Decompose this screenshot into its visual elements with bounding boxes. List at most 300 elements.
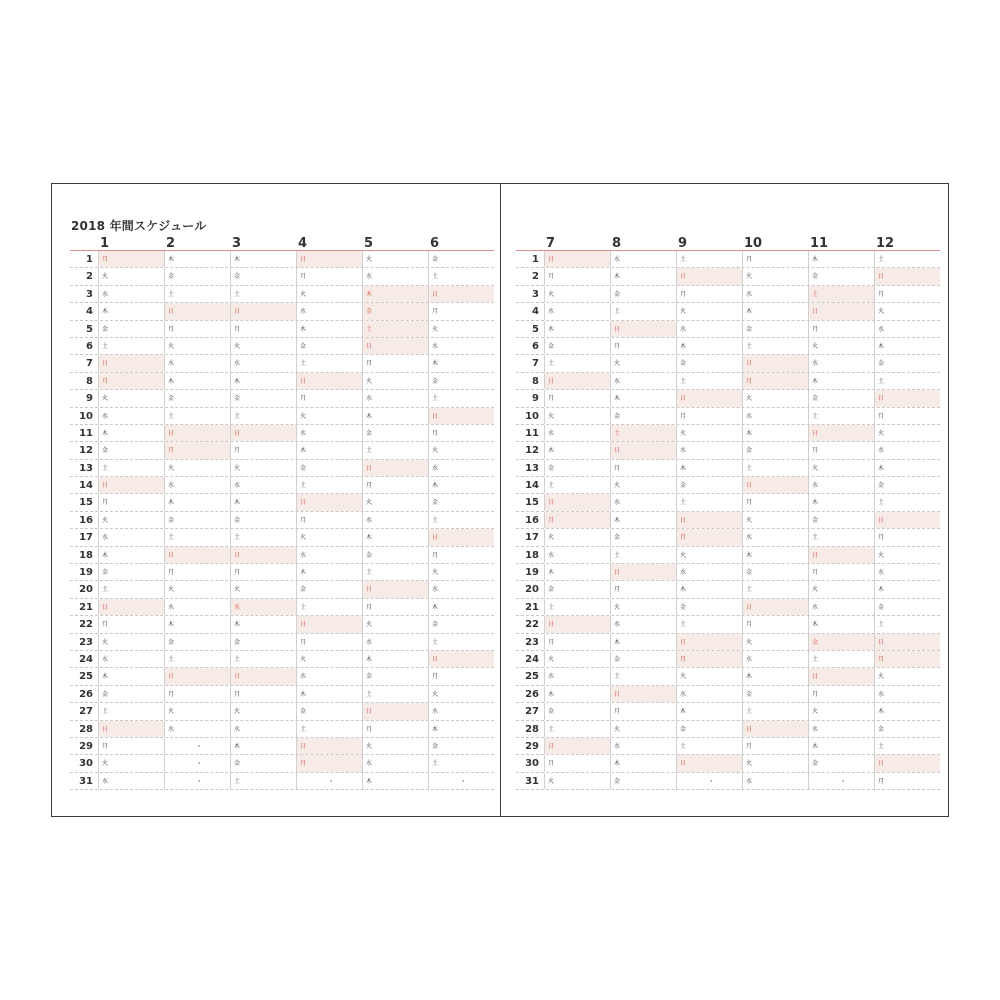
day-cell[interactable] — [164, 721, 230, 737]
day-cell[interactable] — [296, 251, 362, 267]
day-cell[interactable] — [676, 599, 742, 615]
day-cell[interactable] — [164, 564, 230, 580]
day-cell[interactable] — [164, 321, 230, 337]
day-cell[interactable] — [164, 703, 230, 719]
day-cell[interactable] — [676, 651, 742, 667]
day-cell[interactable] — [362, 651, 428, 667]
day-cell[interactable] — [362, 494, 428, 510]
day-cell[interactable] — [362, 634, 428, 650]
day-cell[interactable] — [230, 460, 296, 476]
day-cell[interactable] — [742, 425, 808, 441]
day-cell[interactable] — [874, 268, 940, 284]
day-cell[interactable] — [676, 355, 742, 371]
day-cell[interactable] — [742, 616, 808, 632]
day-cell[interactable] — [742, 755, 808, 771]
day-cell[interactable] — [610, 338, 676, 354]
day-cell[interactable] — [610, 408, 676, 424]
day-cell[interactable] — [544, 755, 610, 771]
day-cell[interactable] — [296, 355, 362, 371]
day-cell[interactable] — [742, 442, 808, 458]
day-cell[interactable] — [428, 634, 494, 650]
day-cell[interactable] — [98, 268, 164, 284]
day-cell[interactable] — [610, 390, 676, 406]
day-cell[interactable] — [544, 355, 610, 371]
day-cell[interactable] — [742, 547, 808, 563]
day-cell[interactable] — [874, 599, 940, 615]
day-cell[interactable] — [874, 755, 940, 771]
day-cell[interactable] — [98, 373, 164, 389]
day-cell[interactable] — [164, 773, 230, 789]
day-cell[interactable] — [230, 581, 296, 597]
day-cell[interactable] — [164, 494, 230, 510]
day-cell[interactable] — [610, 773, 676, 789]
day-cell[interactable] — [874, 303, 940, 319]
day-cell[interactable] — [98, 738, 164, 754]
day-cell[interactable] — [874, 616, 940, 632]
day-cell[interactable] — [610, 286, 676, 302]
day-cell[interactable] — [296, 529, 362, 545]
day-cell[interactable] — [98, 547, 164, 563]
day-cell[interactable] — [544, 564, 610, 580]
day-cell[interactable] — [428, 251, 494, 267]
day-cell[interactable] — [362, 321, 428, 337]
day-cell[interactable] — [742, 321, 808, 337]
day-cell[interactable] — [610, 425, 676, 441]
day-cell[interactable] — [428, 547, 494, 563]
day-cell[interactable] — [428, 512, 494, 528]
day-cell[interactable] — [676, 581, 742, 597]
day-cell[interactable] — [610, 616, 676, 632]
day-cell[interactable] — [742, 512, 808, 528]
day-cell[interactable] — [164, 268, 230, 284]
day-cell[interactable] — [98, 494, 164, 510]
day-cell[interactable] — [428, 477, 494, 493]
day-cell[interactable] — [362, 408, 428, 424]
day-cell[interactable] — [164, 512, 230, 528]
day-cell[interactable] — [428, 755, 494, 771]
day-cell[interactable] — [296, 755, 362, 771]
day-cell[interactable] — [230, 773, 296, 789]
day-cell[interactable] — [676, 703, 742, 719]
day-cell[interactable] — [296, 721, 362, 737]
day-cell[interactable] — [544, 425, 610, 441]
day-cell[interactable] — [362, 460, 428, 476]
day-cell[interactable] — [676, 512, 742, 528]
day-cell[interactable] — [742, 494, 808, 510]
day-cell[interactable] — [428, 355, 494, 371]
day-cell[interactable] — [164, 408, 230, 424]
day-cell[interactable] — [362, 442, 428, 458]
day-cell[interactable] — [362, 477, 428, 493]
day-cell[interactable] — [874, 773, 940, 789]
day-cell[interactable] — [428, 494, 494, 510]
day-cell[interactable] — [742, 581, 808, 597]
day-cell[interactable] — [428, 408, 494, 424]
day-cell[interactable] — [808, 303, 874, 319]
day-cell[interactable] — [544, 477, 610, 493]
day-cell[interactable] — [164, 651, 230, 667]
day-cell[interactable] — [98, 599, 164, 615]
day-cell[interactable] — [544, 303, 610, 319]
day-cell[interactable] — [742, 564, 808, 580]
day-cell[interactable] — [544, 408, 610, 424]
day-cell[interactable] — [874, 251, 940, 267]
day-cell[interactable] — [676, 529, 742, 545]
day-cell[interactable] — [874, 547, 940, 563]
day-cell[interactable] — [610, 303, 676, 319]
day-cell[interactable] — [808, 355, 874, 371]
day-cell[interactable] — [362, 268, 428, 284]
day-cell[interactable] — [98, 564, 164, 580]
day-cell[interactable] — [428, 651, 494, 667]
day-cell[interactable] — [544, 321, 610, 337]
day-cell[interactable] — [230, 703, 296, 719]
day-cell[interactable] — [230, 564, 296, 580]
day-cell[interactable] — [362, 599, 428, 615]
day-cell[interactable] — [610, 477, 676, 493]
day-cell[interactable] — [808, 616, 874, 632]
day-cell[interactable] — [98, 355, 164, 371]
day-cell[interactable] — [164, 355, 230, 371]
day-cell[interactable] — [742, 390, 808, 406]
day-cell[interactable] — [874, 338, 940, 354]
day-cell[interactable] — [230, 268, 296, 284]
day-cell[interactable] — [98, 390, 164, 406]
day-cell[interactable] — [362, 425, 428, 441]
day-cell[interactable] — [98, 773, 164, 789]
day-cell[interactable] — [164, 303, 230, 319]
day-cell[interactable] — [98, 425, 164, 441]
day-cell[interactable] — [742, 355, 808, 371]
day-cell[interactable] — [742, 651, 808, 667]
day-cell[interactable] — [296, 651, 362, 667]
day-cell[interactable] — [296, 547, 362, 563]
day-cell[interactable] — [874, 460, 940, 476]
day-cell[interactable] — [428, 338, 494, 354]
day-cell[interactable] — [544, 529, 610, 545]
day-cell[interactable] — [874, 564, 940, 580]
day-cell[interactable] — [230, 599, 296, 615]
day-cell[interactable] — [610, 738, 676, 754]
day-cell[interactable] — [296, 425, 362, 441]
day-cell[interactable] — [428, 773, 494, 789]
day-cell[interactable] — [164, 616, 230, 632]
day-cell[interactable] — [742, 773, 808, 789]
day-cell[interactable] — [230, 651, 296, 667]
day-cell[interactable] — [428, 460, 494, 476]
day-cell[interactable] — [230, 477, 296, 493]
day-cell[interactable] — [98, 651, 164, 667]
day-cell[interactable] — [362, 338, 428, 354]
day-cell[interactable] — [808, 721, 874, 737]
day-cell[interactable] — [296, 477, 362, 493]
day-cell[interactable] — [874, 286, 940, 302]
day-cell[interactable] — [676, 477, 742, 493]
day-cell[interactable] — [230, 321, 296, 337]
day-cell[interactable] — [164, 668, 230, 684]
day-cell[interactable] — [296, 494, 362, 510]
day-cell[interactable] — [610, 251, 676, 267]
day-cell[interactable] — [742, 529, 808, 545]
day-cell[interactable] — [874, 321, 940, 337]
day-cell[interactable] — [362, 512, 428, 528]
day-cell[interactable] — [362, 373, 428, 389]
day-cell[interactable] — [98, 668, 164, 684]
day-cell[interactable] — [874, 738, 940, 754]
day-cell[interactable] — [544, 686, 610, 702]
day-cell[interactable] — [808, 738, 874, 754]
day-cell[interactable] — [676, 373, 742, 389]
day-cell[interactable] — [362, 390, 428, 406]
day-cell[interactable] — [230, 616, 296, 632]
day-cell[interactable] — [164, 547, 230, 563]
day-cell[interactable] — [742, 408, 808, 424]
day-cell[interactable] — [362, 564, 428, 580]
day-cell[interactable] — [428, 321, 494, 337]
day-cell[interactable] — [164, 738, 230, 754]
day-cell[interactable] — [428, 373, 494, 389]
day-cell[interactable] — [676, 286, 742, 302]
day-cell[interactable] — [874, 494, 940, 510]
day-cell[interactable] — [230, 494, 296, 510]
day-cell[interactable] — [808, 581, 874, 597]
day-cell[interactable] — [544, 442, 610, 458]
day-cell[interactable] — [676, 442, 742, 458]
day-cell[interactable] — [742, 268, 808, 284]
day-cell[interactable] — [98, 477, 164, 493]
day-cell[interactable] — [742, 599, 808, 615]
day-cell[interactable] — [164, 338, 230, 354]
day-cell[interactable] — [676, 686, 742, 702]
day-cell[interactable] — [742, 303, 808, 319]
day-cell[interactable] — [296, 338, 362, 354]
day-cell[interactable] — [296, 616, 362, 632]
day-cell[interactable] — [742, 477, 808, 493]
day-cell[interactable] — [164, 442, 230, 458]
day-cell[interactable] — [230, 686, 296, 702]
day-cell[interactable] — [808, 408, 874, 424]
day-cell[interactable] — [874, 581, 940, 597]
day-cell[interactable] — [362, 251, 428, 267]
day-cell[interactable] — [428, 442, 494, 458]
day-cell[interactable] — [98, 303, 164, 319]
day-cell[interactable] — [296, 668, 362, 684]
day-cell[interactable] — [362, 755, 428, 771]
day-cell[interactable] — [610, 547, 676, 563]
day-cell[interactable] — [164, 581, 230, 597]
day-cell[interactable] — [230, 529, 296, 545]
day-cell[interactable] — [296, 686, 362, 702]
day-cell[interactable] — [428, 616, 494, 632]
day-cell[interactable] — [808, 442, 874, 458]
day-cell[interactable] — [362, 355, 428, 371]
day-cell[interactable] — [230, 721, 296, 737]
day-cell[interactable] — [808, 599, 874, 615]
day-cell[interactable] — [874, 686, 940, 702]
day-cell[interactable] — [610, 512, 676, 528]
day-cell[interactable] — [544, 634, 610, 650]
day-cell[interactable] — [874, 373, 940, 389]
day-cell[interactable] — [742, 668, 808, 684]
day-cell[interactable] — [164, 286, 230, 302]
day-cell[interactable] — [676, 738, 742, 754]
day-cell[interactable] — [98, 634, 164, 650]
day-cell[interactable] — [742, 738, 808, 754]
day-cell[interactable] — [544, 738, 610, 754]
day-cell[interactable] — [296, 390, 362, 406]
day-cell[interactable] — [676, 390, 742, 406]
day-cell[interactable] — [544, 390, 610, 406]
day-cell[interactable] — [544, 338, 610, 354]
day-cell[interactable] — [610, 268, 676, 284]
day-cell[interactable] — [98, 616, 164, 632]
day-cell[interactable] — [808, 703, 874, 719]
day-cell[interactable] — [676, 755, 742, 771]
day-cell[interactable] — [428, 268, 494, 284]
day-cell[interactable] — [676, 251, 742, 267]
day-cell[interactable] — [676, 547, 742, 563]
day-cell[interactable] — [296, 303, 362, 319]
day-cell[interactable] — [544, 616, 610, 632]
day-cell[interactable] — [874, 721, 940, 737]
day-cell[interactable] — [742, 634, 808, 650]
day-cell[interactable] — [230, 355, 296, 371]
day-cell[interactable] — [676, 460, 742, 476]
day-cell[interactable] — [610, 442, 676, 458]
day-cell[interactable] — [610, 373, 676, 389]
day-cell[interactable] — [610, 599, 676, 615]
day-cell[interactable] — [874, 390, 940, 406]
day-cell[interactable] — [362, 529, 428, 545]
day-cell[interactable] — [610, 529, 676, 545]
day-cell[interactable] — [98, 581, 164, 597]
day-cell[interactable] — [544, 668, 610, 684]
day-cell[interactable] — [808, 321, 874, 337]
day-cell[interactable] — [676, 321, 742, 337]
day-cell[interactable] — [296, 599, 362, 615]
day-cell[interactable] — [230, 408, 296, 424]
day-cell[interactable] — [164, 634, 230, 650]
day-cell[interactable] — [544, 703, 610, 719]
day-cell[interactable] — [362, 547, 428, 563]
day-cell[interactable] — [808, 686, 874, 702]
day-cell[interactable] — [428, 425, 494, 441]
day-cell[interactable] — [610, 581, 676, 597]
day-cell[interactable] — [874, 355, 940, 371]
day-cell[interactable] — [230, 425, 296, 441]
day-cell[interactable] — [362, 668, 428, 684]
day-cell[interactable] — [98, 408, 164, 424]
day-cell[interactable] — [808, 425, 874, 441]
day-cell[interactable] — [544, 547, 610, 563]
day-cell[interactable] — [230, 338, 296, 354]
day-cell[interactable] — [676, 564, 742, 580]
day-cell[interactable] — [98, 338, 164, 354]
day-cell[interactable] — [230, 390, 296, 406]
day-cell[interactable] — [544, 251, 610, 267]
day-cell[interactable] — [230, 755, 296, 771]
day-cell[interactable] — [742, 251, 808, 267]
day-cell[interactable] — [610, 634, 676, 650]
day-cell[interactable] — [296, 512, 362, 528]
day-cell[interactable] — [296, 268, 362, 284]
day-cell[interactable] — [230, 547, 296, 563]
day-cell[interactable] — [230, 442, 296, 458]
day-cell[interactable] — [610, 755, 676, 771]
day-cell[interactable] — [544, 268, 610, 284]
day-cell[interactable] — [428, 686, 494, 702]
day-cell[interactable] — [874, 477, 940, 493]
day-cell[interactable] — [808, 634, 874, 650]
day-cell[interactable] — [362, 686, 428, 702]
day-cell[interactable] — [808, 512, 874, 528]
day-cell[interactable] — [610, 686, 676, 702]
day-cell[interactable] — [544, 373, 610, 389]
day-cell[interactable] — [808, 286, 874, 302]
day-cell[interactable] — [676, 425, 742, 441]
day-cell[interactable] — [230, 286, 296, 302]
day-cell[interactable] — [428, 390, 494, 406]
day-cell[interactable] — [98, 286, 164, 302]
day-cell[interactable] — [676, 338, 742, 354]
day-cell[interactable] — [610, 355, 676, 371]
day-cell[interactable] — [874, 512, 940, 528]
day-cell[interactable] — [544, 651, 610, 667]
day-cell[interactable] — [428, 738, 494, 754]
day-cell[interactable] — [742, 373, 808, 389]
day-cell[interactable] — [874, 634, 940, 650]
day-cell[interactable] — [296, 634, 362, 650]
day-cell[interactable] — [742, 460, 808, 476]
day-cell[interactable] — [230, 512, 296, 528]
day-cell[interactable] — [742, 721, 808, 737]
day-cell[interactable] — [544, 599, 610, 615]
day-cell[interactable] — [808, 268, 874, 284]
day-cell[interactable] — [362, 616, 428, 632]
day-cell[interactable] — [676, 268, 742, 284]
day-cell[interactable] — [874, 703, 940, 719]
day-cell[interactable] — [544, 460, 610, 476]
day-cell[interactable] — [362, 738, 428, 754]
day-cell[interactable] — [808, 651, 874, 667]
day-cell[interactable] — [164, 373, 230, 389]
day-cell[interactable] — [230, 251, 296, 267]
day-cell[interactable] — [362, 303, 428, 319]
day-cell[interactable] — [874, 408, 940, 424]
day-cell[interactable] — [610, 321, 676, 337]
day-cell[interactable] — [428, 581, 494, 597]
day-cell[interactable] — [676, 773, 742, 789]
day-cell[interactable] — [808, 564, 874, 580]
day-cell[interactable] — [808, 477, 874, 493]
day-cell[interactable] — [164, 425, 230, 441]
day-cell[interactable] — [98, 721, 164, 737]
day-cell[interactable] — [610, 494, 676, 510]
day-cell[interactable] — [296, 564, 362, 580]
day-cell[interactable] — [428, 668, 494, 684]
day-cell[interactable] — [98, 529, 164, 545]
day-cell[interactable] — [230, 303, 296, 319]
day-cell[interactable] — [428, 286, 494, 302]
day-cell[interactable] — [808, 373, 874, 389]
day-cell[interactable] — [676, 494, 742, 510]
day-cell[interactable] — [164, 460, 230, 476]
day-cell[interactable] — [230, 373, 296, 389]
day-cell[interactable] — [676, 303, 742, 319]
day-cell[interactable] — [676, 634, 742, 650]
day-cell[interactable] — [428, 721, 494, 737]
day-cell[interactable] — [874, 442, 940, 458]
